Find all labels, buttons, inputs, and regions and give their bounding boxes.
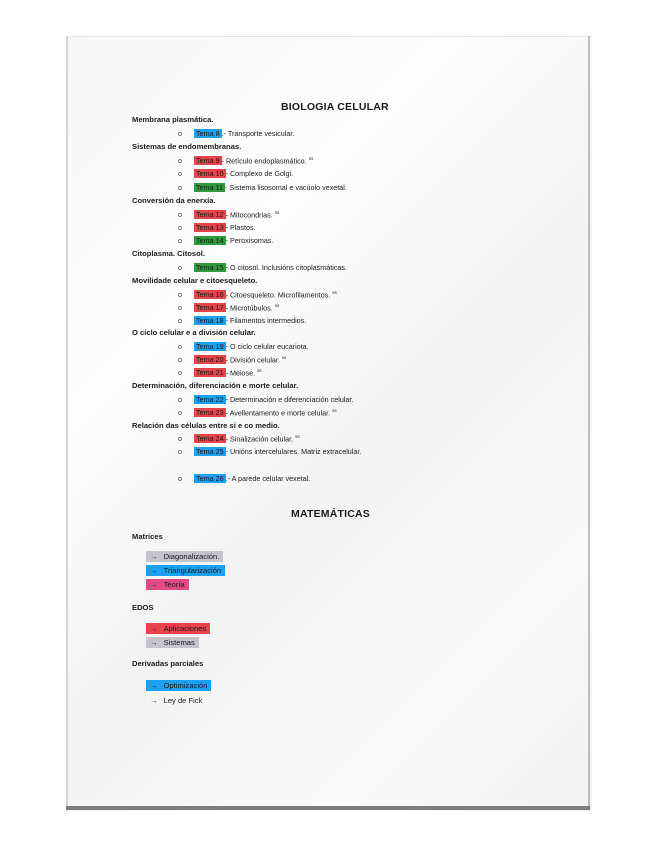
- arrow-right-icon: →: [150, 580, 158, 589]
- topic-tag: Tema 19: [196, 342, 224, 351]
- topic-tag: Tema 10: [196, 169, 224, 178]
- list-item: o Tema 11 - Sistema lisosomal e vacúolo vexetal.: [178, 183, 347, 192]
- topic-tag: Tema 8: [196, 129, 220, 138]
- math-item: → Sistemas: [146, 637, 199, 648]
- section-heading: Relación das células entre si e co medio.: [132, 421, 280, 430]
- math-item: → Ley de Fick: [150, 696, 203, 705]
- topic-tag: Tema 17: [196, 303, 224, 313]
- section-heading: Determinación, diferenciación e morte celular.: [132, 381, 299, 390]
- section-heading: O ciclo celular e a división celular.: [132, 328, 256, 337]
- list-item: o Tema 15 - O citosol. Inclusións citoplasmáticas.: [178, 263, 348, 272]
- section-heading: Sistemas de endomembranas.: [132, 142, 242, 151]
- arrow-right-icon: →: [150, 566, 158, 575]
- list-item: o Tema 23 - Avellentamento e morte celular. $^{ss}$: [178, 408, 337, 418]
- list-item: o Tema 21 - Meiose. $^{ss}$: [178, 368, 262, 378]
- sheet-edge-right: [588, 36, 590, 810]
- list-item: o Tema 16 - Citoesqueleto. Microfilamentos. $^{ss}$: [178, 290, 337, 300]
- section-heading: Membrana plasmática.: [132, 115, 214, 124]
- topic-tag: Tema 14: [196, 236, 224, 245]
- arrow-right-icon: →: [150, 638, 158, 647]
- list-item: o Tema 20 - División celular. $^{ss}$: [178, 355, 287, 365]
- arrow-right-icon: →: [150, 624, 158, 633]
- topic-tag: Tema 11: [196, 183, 224, 192]
- math-title: MATEMÁTICAS: [291, 508, 370, 520]
- group-heading: EDOS: [132, 603, 154, 612]
- list-item: o Tema 24 - Sinalización celular. $^{ss}$: [178, 434, 300, 444]
- list-item: o Tema 13 - Plastos.: [178, 223, 256, 232]
- list-item: o Tema 25 - Unións intercelulares. Matriz extracelular.: [178, 447, 362, 456]
- topic-tag: Tema 13: [196, 223, 224, 232]
- math-item: → Aplicaciones: [146, 623, 210, 634]
- section-heading: Conversión da enerxía.: [132, 196, 216, 205]
- math-item: → Optimización: [146, 680, 211, 691]
- list-item: o Tema 18 - Filamentos intermedios.: [178, 316, 307, 325]
- math-item: → Diagonalización.: [146, 551, 223, 562]
- topic-tag: Tema 22: [196, 395, 224, 404]
- arrow-right-icon: →: [150, 681, 158, 690]
- sheet-edge-bottom: [66, 806, 590, 810]
- topic-tag: Tema 16: [196, 290, 224, 300]
- topic-tag: Tema 23: [196, 408, 224, 418]
- list-item: o Tema 14 - Peroxisomas.: [178, 236, 274, 245]
- math-item: → Teoría: [146, 579, 189, 590]
- arrow-right-icon: →: [150, 696, 158, 705]
- list-item: o Tema 12 - Mitocondrias. $^{ss}$: [178, 210, 280, 220]
- topic-tag: Tema 12: [196, 210, 224, 220]
- math-item: → Triangularización: [146, 565, 225, 576]
- list-item: o Tema 17 - Microtúbulos. $^{ss}$: [178, 303, 280, 313]
- biology-title: BIOLOGIA CELULAR: [281, 101, 389, 113]
- section-heading: Movilidade celular e citoesqueleto.: [132, 276, 258, 285]
- topic-tag: Tema 20: [196, 355, 224, 365]
- list-item: o Tema 10 - Complexo de Golgi.: [178, 169, 294, 178]
- topic-tag: Tema 9: [196, 156, 220, 166]
- list-item: o Tema 8 .- Transporte vesicular.: [178, 129, 295, 138]
- topic-tag: Tema 26: [196, 474, 224, 483]
- group-heading: Derivadas parciales: [132, 659, 204, 668]
- topic-tag: Tema 21: [196, 368, 224, 378]
- arrow-right-icon: →: [150, 552, 158, 561]
- list-item: o Tema 22 - Determinación e diferenciación celular.: [178, 395, 354, 404]
- section-heading: Citoplasma. Citosol.: [132, 249, 205, 258]
- list-item: o Tema 9 - Retículo endoplasmático. $^{ss}$: [178, 156, 314, 166]
- group-heading: Matrices: [132, 532, 163, 541]
- topic-tag: Tema 25: [196, 447, 224, 456]
- topic-tag: Tema 24: [196, 434, 224, 444]
- list-item: o Tema 19 - O ciclo celular eucariota.: [178, 342, 309, 351]
- topic-tag: Tema 18: [196, 316, 224, 325]
- list-item: o Tema 26 .- A parede celular vexetal.: [178, 474, 311, 483]
- topic-tag: Tema 15: [196, 263, 224, 272]
